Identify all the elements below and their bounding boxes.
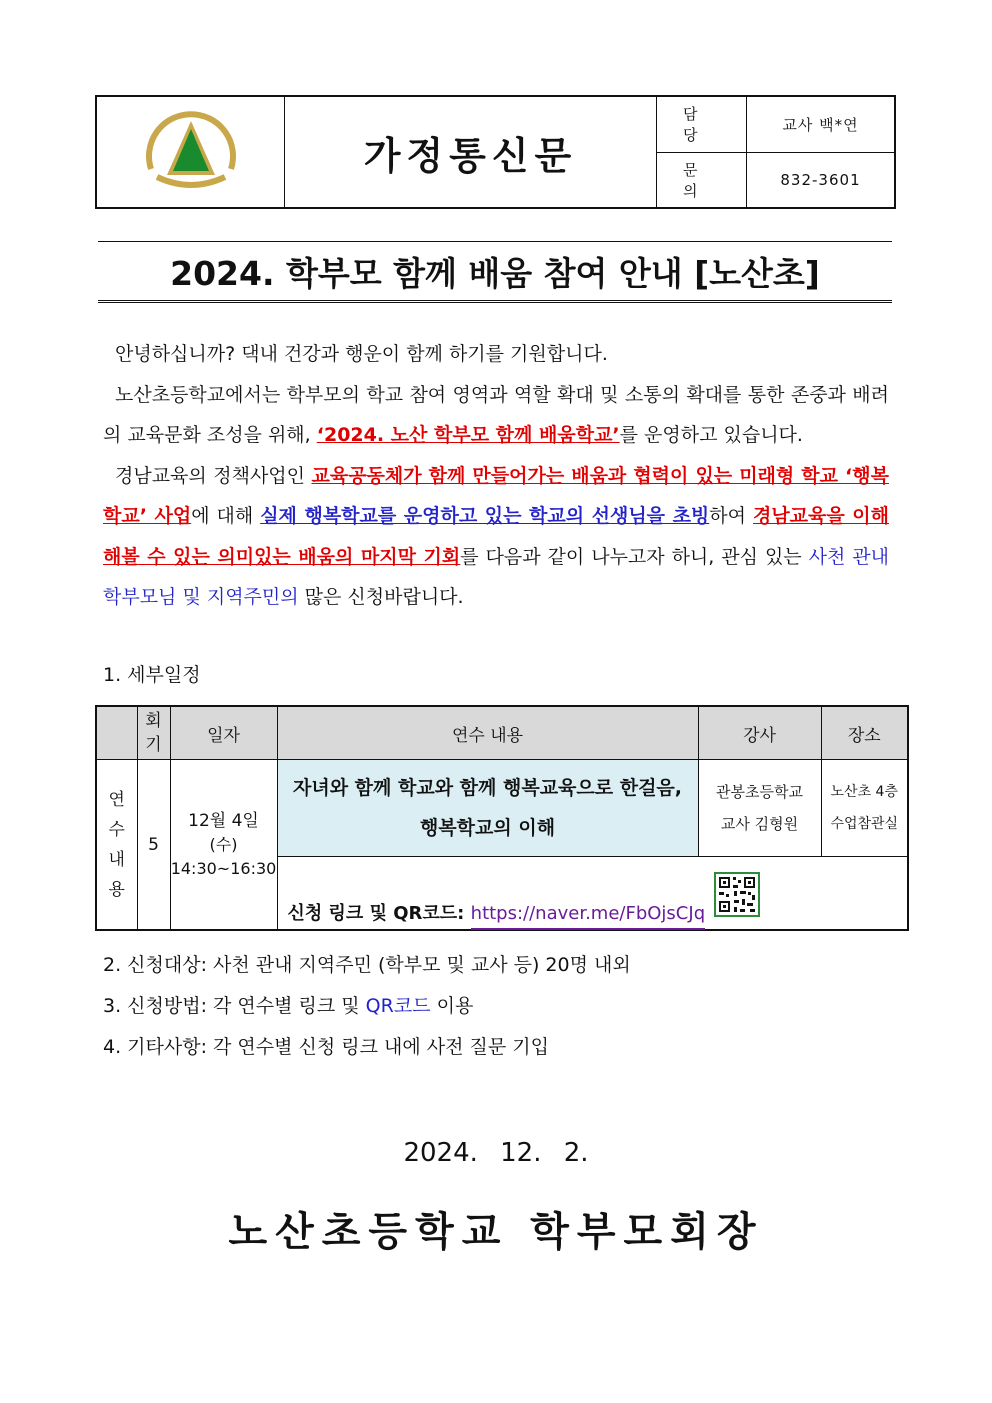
place-cell — [821, 760, 908, 857]
contact-row — [657, 152, 894, 208]
text-span: 하여 — [709, 505, 753, 527]
header-lecturer: 강사 — [698, 706, 821, 760]
issue-date: 2024. 12. 2. — [403, 1138, 589, 1168]
detail-paragraph — [103, 456, 889, 618]
list-item: 2. 신청대상: 사천 관내 지역주민 (학부모 및 교사 등) 20명 내외 — [103, 954, 631, 976]
text-span: 를 운영하고 있습니다. — [619, 424, 803, 446]
logo-cell — [97, 97, 285, 207]
page-title: 2024. 학부모 함께 배움 참여 안내 [노산초] — [98, 241, 892, 303]
contact-label: 문의 — [657, 153, 747, 208]
date-weekday: (수) — [209, 834, 238, 854]
section-title: 1. 세부일정 — [103, 664, 201, 686]
round-cell: 5 — [137, 760, 170, 931]
text-span: 에 대해 — [191, 505, 261, 527]
highlight-red: 경남교육을 이해해볼 수 있는 의미있는 배움의 마지막 기회 — [103, 505, 889, 568]
contact-value: 832-3601 — [780, 170, 861, 189]
place-line: 노산초 4층 — [830, 784, 898, 800]
highlight-blue: 사천 관내 학부모님 및 지역주민의 — [103, 545, 889, 608]
highlight-blue: QR코드 — [365, 995, 431, 1017]
qr-code-icon[interactable] — [714, 869, 760, 917]
text-span: 노산초등학교에서는 학부모의 학교 참여 영역과 역할 확대 및 소통의 확대를 통한 존중과 배려의 교육문화 조성을 위해, — [103, 383, 889, 446]
apply-link[interactable]: https://naver.me/FbOjsCJq — [471, 903, 705, 930]
list-item: 4. 기타사항: 각 연수별 신청 링크 내에 사전 질문 기입 — [103, 1036, 549, 1058]
body-text — [103, 334, 889, 618]
text-span: 많은 신청바랍니다. — [298, 586, 464, 608]
list-item — [103, 986, 631, 1027]
topic-cell — [277, 760, 698, 857]
contact-label: 담당 — [657, 97, 747, 152]
highlight-red: 교육공동체가 함께 만들어가는 배움과 협력이 있는 미래형 학교 ‘행복학교’ 사업 — [103, 464, 889, 527]
program-name: ‘2024. 노산 학부모 함께 배움학교’ — [316, 424, 620, 446]
date-cell — [170, 760, 277, 931]
schedule-table — [95, 705, 909, 931]
place-line: 수업참관실 — [830, 816, 899, 832]
contact-row — [657, 97, 894, 152]
date-time: 14:30~16:30 — [170, 858, 277, 878]
lecturer-cell — [698, 760, 821, 857]
topic-line: 자녀와 함께 학교와 함께 행복교육으로 한걸음, — [292, 777, 683, 799]
lecturer-school: 관봉초등학교 — [716, 783, 803, 801]
newsletter-title: 가정통신문 — [285, 97, 657, 207]
header-cell — [96, 706, 137, 760]
date-day: 12월 4일 — [188, 810, 259, 831]
contact-value: 교사 백*연 — [782, 115, 859, 134]
apply-label — [288, 899, 706, 925]
text-span: 3. 신청방법: 각 연수별 링크 및 — [103, 995, 366, 1017]
apply-cell — [277, 857, 908, 931]
table-header-row — [96, 706, 908, 760]
text-span: 를 다음과 같이 나누고자 하니, 관심 있는 — [460, 545, 809, 568]
header-place: 장소 — [821, 706, 908, 760]
signature: 노산초등학교 학부모회장 — [228, 1209, 764, 1255]
topic-line: 행복학교의 이해 — [419, 817, 556, 839]
highlight-blue: 실제 행복학교를 운영하고 있는 학교의 선생님을 초빙 — [260, 505, 710, 527]
text-span: 이용 — [430, 995, 474, 1017]
header-content: 연수 내용 — [277, 706, 698, 760]
info-list — [103, 945, 631, 1068]
text-span: 경남교육의 정책사업인 — [115, 464, 312, 487]
row-label: 연수내용 — [96, 760, 137, 931]
apply-label-text: 신청 링크 및 QR코드: — [287, 903, 471, 924]
contact-info — [657, 97, 894, 207]
greeting-paragraph: 안녕하십니까? 댁내 건강과 행운이 함께 하기를 기원합니다. — [115, 343, 608, 365]
header-round: 회기 — [137, 706, 170, 760]
lecturer-name: 교사 김형원 — [720, 815, 799, 833]
header-date: 일자 — [170, 706, 277, 760]
school-logo-icon — [143, 109, 239, 195]
newsletter-header — [95, 95, 896, 209]
table-row — [96, 760, 908, 857]
intro-paragraph — [103, 375, 889, 456]
